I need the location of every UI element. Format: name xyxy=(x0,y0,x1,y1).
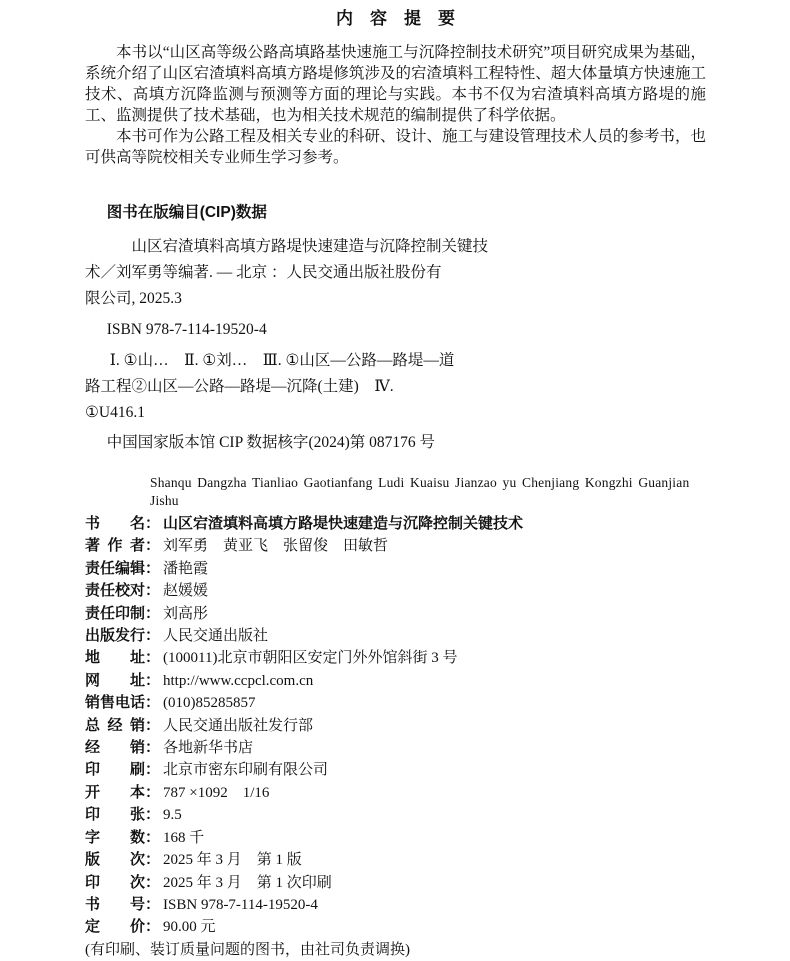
colophon-field-row xyxy=(85,670,706,692)
field-value: 山区宕渣填料高填方路堤快速建造与沉降控制关键技术 xyxy=(163,515,524,532)
field-colon: ： xyxy=(145,851,161,869)
field-colon: ： xyxy=(145,739,161,757)
colophon-field-row xyxy=(85,737,706,759)
field-colon: ： xyxy=(145,918,161,936)
field-colon: ： xyxy=(145,559,161,577)
field-label: 开本 xyxy=(85,783,145,801)
field-label: 责任编辑 xyxy=(85,559,146,577)
field-value: 潘艳霞 xyxy=(163,560,209,577)
field-colon: ： xyxy=(145,582,161,600)
colophon-field-row xyxy=(85,558,706,580)
field-colon: ： xyxy=(145,716,161,734)
field-colon: ： xyxy=(145,627,161,645)
field-value: (010)85285857 xyxy=(163,695,256,712)
field-value: 赵媛媛 xyxy=(163,583,209,600)
colophon-field-row xyxy=(85,759,706,781)
colophon-field-row xyxy=(85,872,706,894)
field-value: (100011)北京市朝阳区安定门外外馆斜街 3 号 xyxy=(163,650,458,667)
summary-paragraph: 本书可作为公路工程及相关专业的科研、设计、施工与建设管理技术人员的参考书，也可供高等院校相关专业师生学习参考。 xyxy=(85,128,706,166)
summary-section xyxy=(85,8,706,168)
colophon-field-row xyxy=(85,715,706,737)
field-value: 168 千 xyxy=(163,829,205,846)
field-label: 定价 xyxy=(85,918,145,936)
field-label: 书号 xyxy=(85,895,145,913)
colophon-field-row xyxy=(85,916,706,938)
field-label: 网址 xyxy=(85,671,145,689)
field-value: 2025 年 3 月 第 1 次印刷 xyxy=(163,874,332,891)
cip-classification-line: 路工程②山区—公路—路堤—沉降(土建) Ⅳ. xyxy=(85,378,394,395)
field-label: 责任印制 xyxy=(85,604,146,622)
colophon-field-row xyxy=(85,513,706,535)
field-value: http://www.ccpcl.com.cn xyxy=(163,672,314,689)
field-colon: ： xyxy=(145,537,161,555)
colophon-field-row xyxy=(85,647,706,669)
field-colon: ： xyxy=(145,761,161,779)
quality-note: (有印刷、装订质量问题的图书，由社司负责调换) xyxy=(85,941,410,958)
field-value: 2025 年 3 月 第 1 版 xyxy=(163,852,302,869)
cip-record-number: 中国国家版本馆 CIP 数据核字(2024)第 087176 号 xyxy=(106,434,436,451)
field-label: 地址 xyxy=(85,649,145,667)
colophon-field-row xyxy=(85,804,706,826)
field-value: 北京市密东印刷有限公司 xyxy=(163,762,329,779)
field-colon: ： xyxy=(145,873,161,891)
field-value: 787 ×1092 1/16 xyxy=(163,784,270,801)
cip-isbn: ISBN 978-7-114-19520-4 xyxy=(106,321,267,338)
colophon-field-row xyxy=(85,692,706,714)
field-label: 销售电话 xyxy=(85,694,146,712)
field-label: 印刷 xyxy=(85,761,145,779)
field-value: 刘高彤 xyxy=(163,605,209,622)
field-colon: ： xyxy=(145,604,161,622)
field-label: 责任校对 xyxy=(85,582,146,600)
field-colon: ： xyxy=(145,828,161,846)
cip-title-line: 限公司, 2025.3 xyxy=(85,290,182,307)
field-colon: ： xyxy=(145,649,161,667)
colophon-section xyxy=(85,513,706,961)
colophon-field-row xyxy=(85,782,706,804)
field-label: 书名 xyxy=(85,515,145,532)
field-label: 著作者 xyxy=(85,537,145,555)
colophon-field-row xyxy=(85,603,706,625)
cip-classification-line: ①U416.1 xyxy=(85,404,145,421)
colophon-field-row xyxy=(85,894,706,916)
colophon-field-row xyxy=(85,827,706,849)
field-label: 总经销 xyxy=(85,716,145,734)
field-colon: ： xyxy=(145,783,161,801)
field-value: 人民交通出版社发行部 xyxy=(163,717,314,734)
field-label: 经销 xyxy=(85,739,145,757)
field-label: 字数 xyxy=(85,828,145,846)
colophon-field-row xyxy=(85,580,706,602)
cip-section xyxy=(85,202,706,456)
field-value: 刘军勇 黄亚飞 张留俊 田敏哲 xyxy=(163,538,389,555)
colophon-field-row xyxy=(85,535,706,557)
field-label: 印次 xyxy=(85,873,145,891)
cip-title-line: 山区宕渣填料高填方路堤快速建造与沉降控制关键技 xyxy=(131,238,489,255)
field-colon: ： xyxy=(145,694,161,712)
cip-classification-line: Ⅰ. ①山… Ⅱ. ①刘… Ⅲ. ①山区—公路—路堤—道 xyxy=(109,352,455,369)
field-label: 印张 xyxy=(85,806,145,824)
colophon-field-row xyxy=(85,849,706,871)
field-value: 90.00 元 xyxy=(163,919,216,936)
colophon-field-row xyxy=(85,625,706,647)
field-label: 版次 xyxy=(85,851,145,869)
field-value: ISBN 978-7-114-19520-4 xyxy=(163,896,318,913)
field-colon: ： xyxy=(145,671,161,689)
field-value: 各地新华书店 xyxy=(163,740,254,757)
pinyin-title: Shanqu Dangzha Tianliao Gaotianfang Ludi Kuaisu Jianzao yu Chenjiang Kongzhi Guanjian Jishu xyxy=(150,475,690,508)
cip-title-block xyxy=(85,234,706,312)
field-colon: ： xyxy=(145,895,161,913)
summary-paragraph: 本书以“山区高等级公路高填路基快速施工与沉降控制技术研究”项目研究成果为基础，系统介绍了山区宕渣填料高填方路堤修筑涉及的宕渣填料工程特性、超大体量填方快速施工技术、高填方沉降监测与预测等方面的理论与实践。本书不仅为宕渣填料高填方路堤的施工、监测提供了技术基础，也为相关技术规范的编制提供了科学依据。 xyxy=(85,44,706,124)
field-colon: ： xyxy=(145,806,161,824)
field-value: 人民交通出版社 xyxy=(163,628,269,645)
cip-classification-block xyxy=(85,348,706,426)
field-colon: ： xyxy=(145,515,161,532)
cip-heading: 图书在版编目(CIP)数据 xyxy=(106,204,267,221)
cip-title-line: 术／刘军勇等编著. — 北京 ：人民交通出版社股份有 xyxy=(85,264,442,281)
summary-title: 内 容 提 要 xyxy=(336,9,455,28)
field-label: 出版发行 xyxy=(85,627,146,645)
field-value: 9.5 xyxy=(163,807,182,824)
